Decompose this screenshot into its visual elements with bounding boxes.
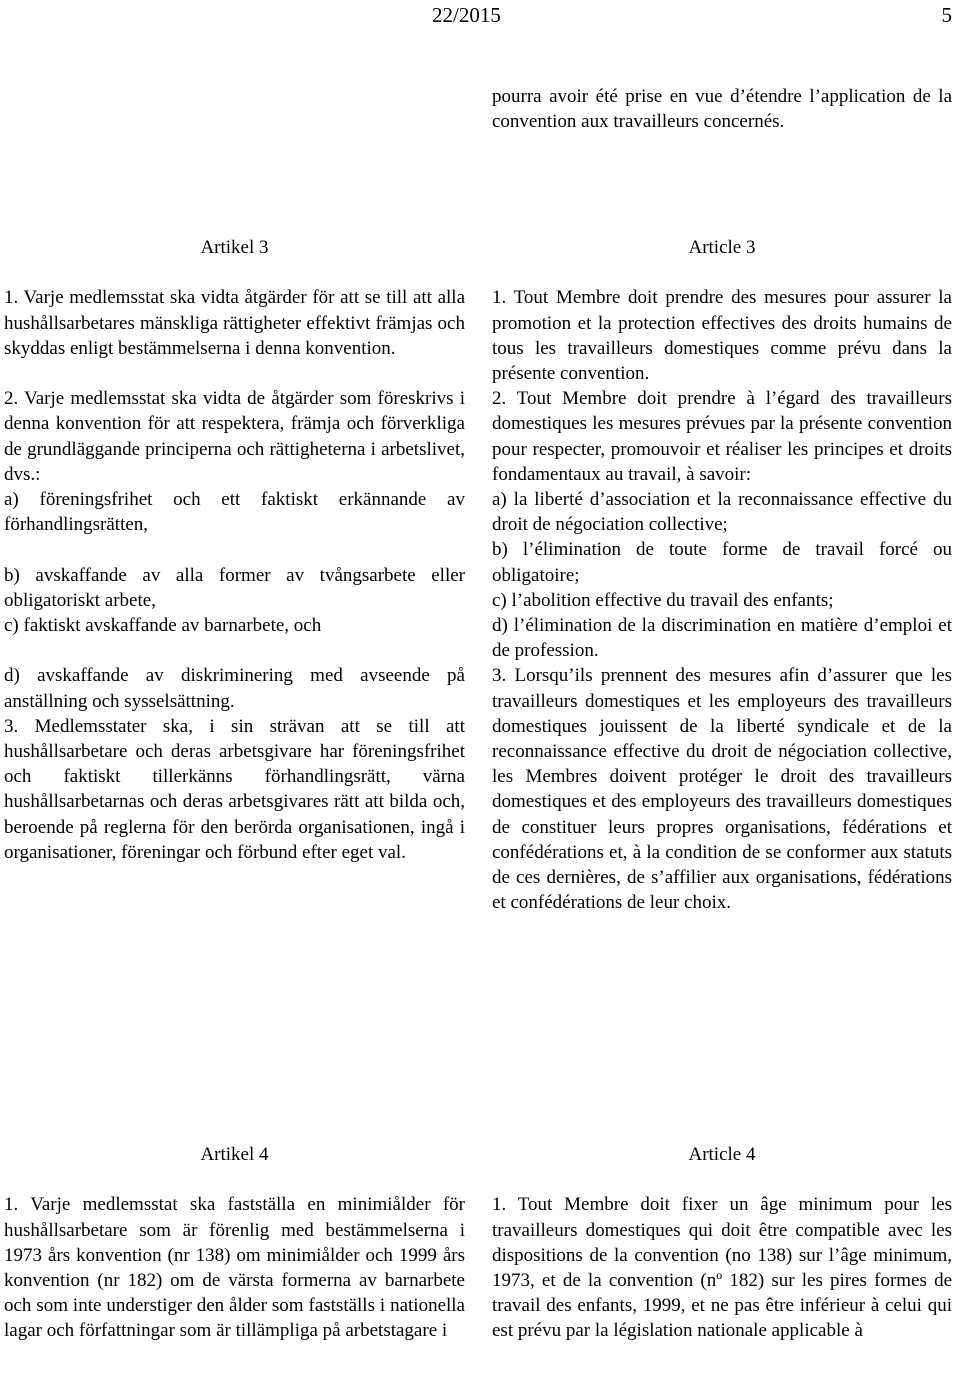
- article4-heading-sv: Artikel 4: [200, 1144, 269, 1165]
- issue-number: 22/2015: [432, 3, 501, 27]
- article3-fr-item-b: b) l’élimination de toute forme de travail forcé ou obligatoire;: [492, 539, 952, 586]
- article3-sv-item-b: b) avskaffande av alla former av tvångsarbete eller obligatoriskt arbete,: [4, 564, 465, 611]
- article3-heading-fr: Article 3: [688, 237, 756, 258]
- article3-swedish: [4, 235, 465, 865]
- article3-fr-paragraph-3: 3. Lorsqu’ils prennent des mesures afin d’assurer que les travailleurs domestiques et les employeurs des travailleurs domestiques jouissent de la liberté syndicale et de la reconnaissance effective du droit de négociation collective, les Membres doivent protéger le droit des travailleurs domestiques et des employeurs des travailleurs domestiques de constituer leurs propres organisations, fédérations et confédérations et, à la condition de se conformer aux statuts de ces dernières, de s’affilier aux organisations, fédérations et confédérations de leur choix.: [492, 665, 952, 914]
- article3-fr-item-a: a) la liberté d’association et la reconnaissance effective du droit de négociation collective;: [492, 489, 952, 536]
- article3-sv-paragraph-2: 2. Varje medlemsstat ska vidta de åtgärder som föreskrivs i denna konvention för att respektera, främja och förverkliga de grundläggande principerna och rättigheterna i arbetslivet, dvs.:: [4, 388, 465, 485]
- article3-heading-sv: Artikel 3: [200, 237, 269, 258]
- continuation-text-block: [492, 84, 952, 134]
- article4-fr-paragraph-1: 1. Tout Membre doit fixer un âge minimum pour les travailleurs domestiques qui doit être compatible avec les dispositions de la convention (no 138) sur l’âge minimum, 1973, et de la convention (nº 182) sur les pires formes de travail des enfants, 1999, et ne pas être inférieur à celui qui est prévu par la législation nationale applicable à: [492, 1194, 952, 1342]
- article3-sv-item-a: a) föreningsfrihet och ett faktiskt erkännande av förhandlingsrätten,: [4, 489, 465, 536]
- article3-fr-item-d: d) l’élimination de la discrimination en matière d’emploi et de profession.: [492, 615, 952, 662]
- article3-sv-paragraph-3: 3. Medlemsstater ska, i sin strävan att se till att hushållsarbetare och deras arbetsgivare har föreningsfrihet och faktiskt tillerkänns förhandlingsrätt, värna hushållsarbetarnas och deras arbetsgivares rätt att bilda och, beroende på reglerna för den berörda organisationen, ingå i organisationer, föreningar och förbund efter eget val.: [4, 715, 465, 863]
- article3-fr-paragraph-2: 2. Tout Membre doit prendre à l’égard des travailleurs domestiques les mesures prévues par la présente convention pour respecter, promouvoir et réaliser les principes et droits fondamentaux au travail, à savoir:: [492, 388, 952, 485]
- article4-swedish: [4, 1142, 465, 1344]
- article3-sv-paragraph-1: 1. Varje medlemsstat ska vidta åtgärder för att se till att alla hushållsarbetares mänskliga rättigheter effektivt främjas och skyddas enligt bestämmelserna i denna konvention.: [4, 287, 465, 359]
- article3-fr-item-c: c) l’abolition effective du travail des enfants;: [492, 589, 834, 611]
- article4-french: [492, 1142, 952, 1344]
- article4-heading-fr: Article 4: [688, 1144, 756, 1165]
- article4-sv-paragraph-1: 1. Varje medlemsstat ska fastställa en minimiålder för hushållsarbetare som är förenlig med bestämmelserna i 1973 års konvention (nr 138) om minimiålder och 1999 års konvention (nr 182) om de värsta formerna av barnarbete och som inte understiger den ålder som fastställs i nationella lagar och författningar som är tillämpliga på arbetstagare i: [4, 1194, 465, 1342]
- article3-sv-item-c: c) faktiskt avskaffande av barnarbete, och: [4, 615, 322, 636]
- page-number: 5: [941, 3, 952, 27]
- continuation-paragraph: pourra avoir été prise en vue d’étendre l’application de la convention aux travailleurs concernés.: [492, 86, 952, 133]
- article3-sv-item-d: d) avskaffande av diskriminering med avseende på anställning och sysselsättning.: [4, 665, 465, 712]
- article3-fr-paragraph-1: 1. Tout Membre doit prendre des mesures pour assurer la promotion et la protection effectives des droits humains de tous les travailleurs domestiques comme prévu dans la présente convention.: [492, 287, 952, 384]
- article3-french: [492, 235, 952, 915]
